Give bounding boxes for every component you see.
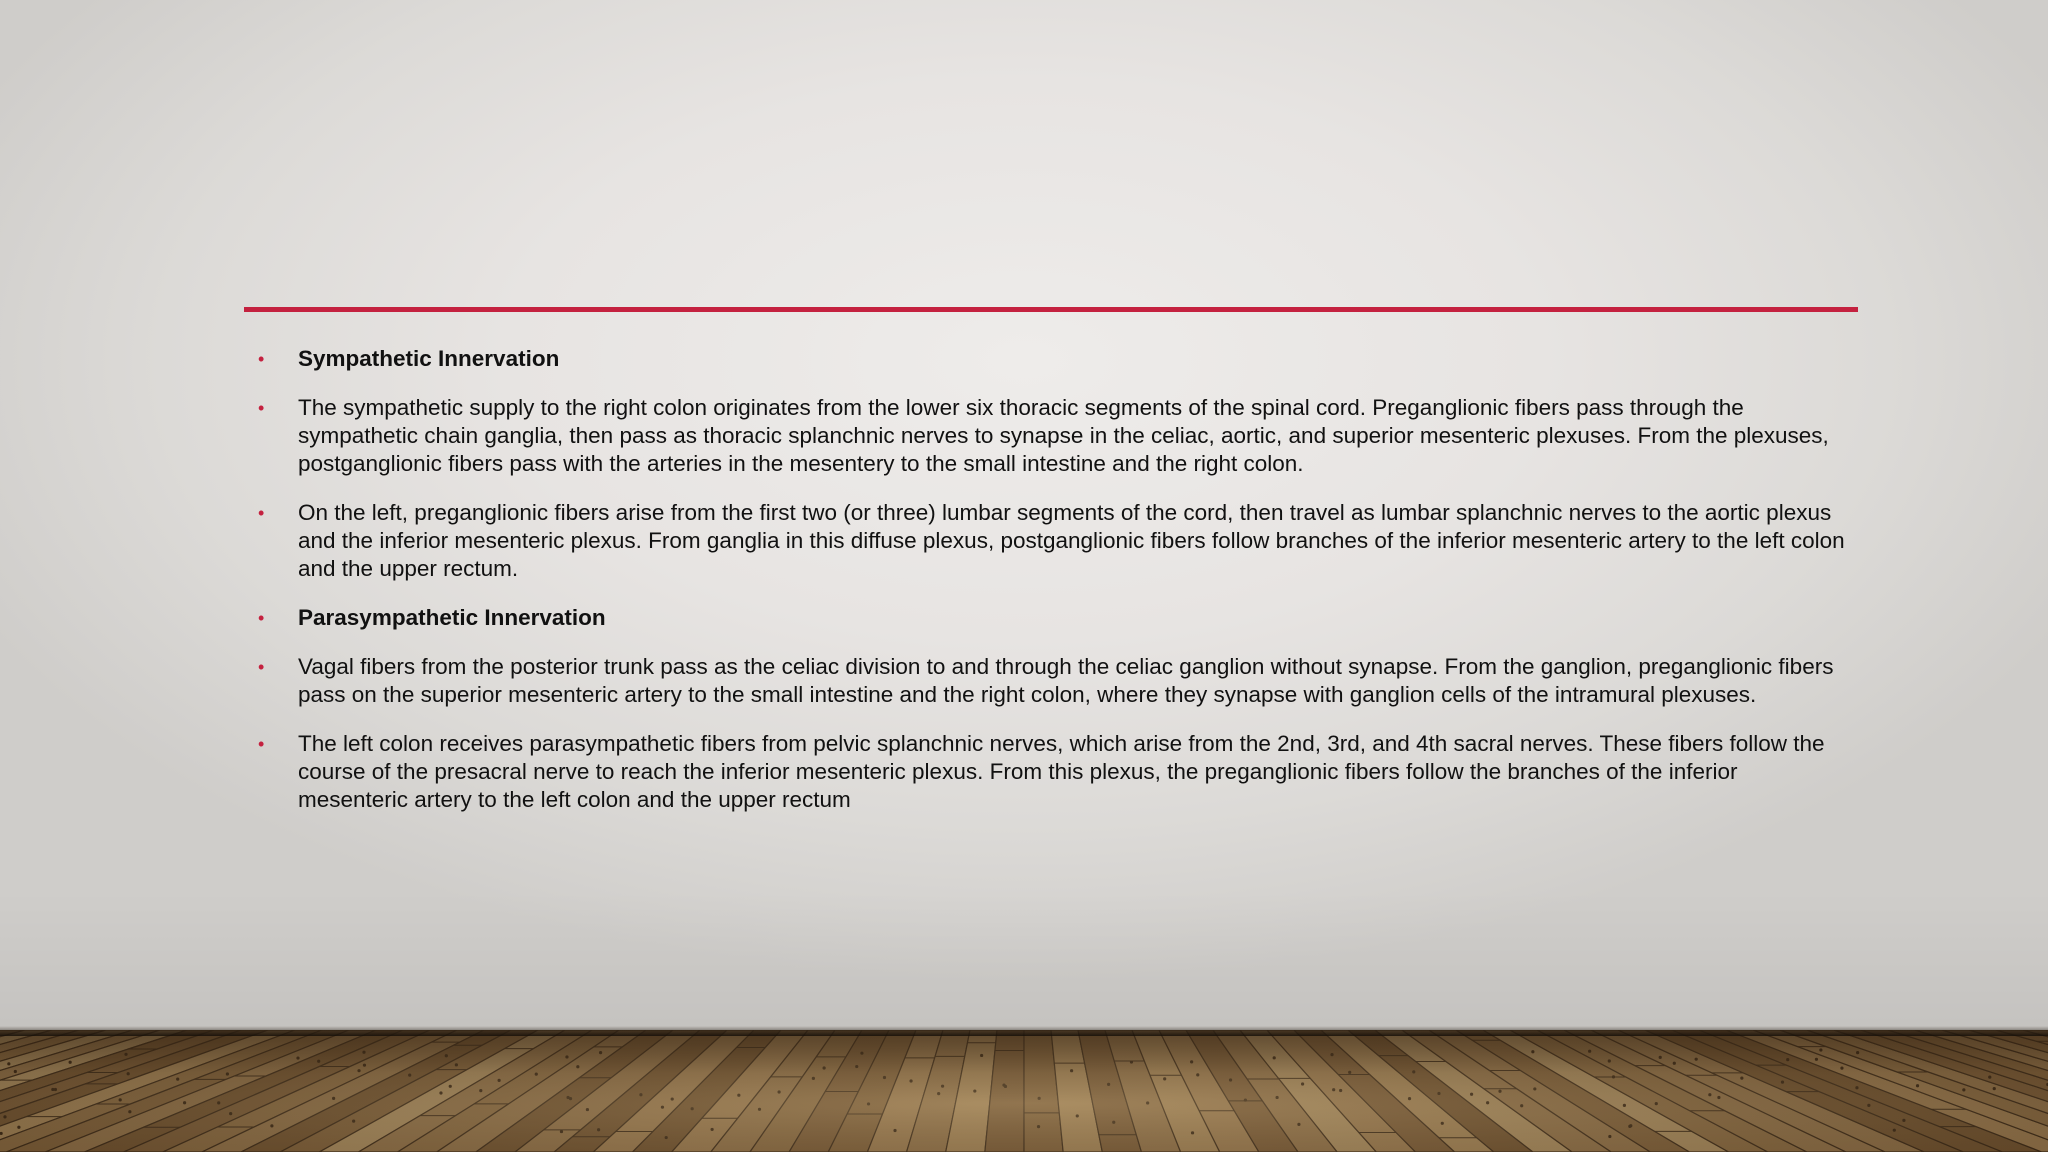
- bullet-text: On the left, preganglionic fibers arise from the first two (or three) lumbar segments of the cord, then travel as lumbar splanchnic nerves to the aortic plexus and the inferior mesenteric plexus. From ganglia in this diffuse plexus, postganglionic fibers follow branches of the inferior mesenteric artery to the left colon and the upper rectum.: [298, 500, 1845, 581]
- bullet-item: [258, 604, 1848, 632]
- bullet-icon: •: [258, 608, 265, 628]
- floor-edge-shadow: [0, 1026, 2048, 1036]
- bullet-item: [258, 730, 1848, 814]
- bullet-text: The left colon receives parasympathetic fibers from pelvic splanchnic nerves, which arise from the 2nd, 3rd, and 4th sacral nerves. These fibers follow the course of the presacral nerve to reach the inferior mesenteric plexus. From this plexus, the preganglionic fibers follow the branches of the inferior mesenteric artery to the left colon and the upper rectum: [298, 731, 1825, 812]
- title-divider-line: [244, 307, 1858, 312]
- bullet-icon: •: [258, 657, 265, 677]
- bullet-text: Parasympathetic Innervation: [298, 605, 606, 630]
- bullet-icon: •: [258, 503, 265, 523]
- bullet-text: The sympathetic supply to the right colon originates from the lower six thoracic segments of the spinal cord. Preganglionic fibers pass through the sympathetic chain ganglia, then pass as thoracic splanchnic nerves to synapse in the celiac, aortic, and superior mesenteric plexuses. From the plexuses, postganglionic fibers pass with the arteries in the mesentery to the small intestine and the right colon.: [298, 395, 1829, 476]
- bullet-text: Vagal fibers from the posterior trunk pass as the celiac division to and through the celiac ganglion without synapse. From the ganglion, preganglionic fibers pass on the superior mesenteric artery to the small intestine and the right colon, where they synapse with ganglion cells of the intramural plexuses.: [298, 654, 1834, 707]
- bullet-item: [258, 394, 1848, 478]
- bullet-item: [258, 345, 1848, 373]
- bullet-item: [258, 653, 1848, 709]
- bullet-list: [258, 345, 1848, 835]
- bullet-item: [258, 499, 1848, 583]
- bullet-icon: •: [258, 734, 265, 754]
- bullet-icon: •: [258, 398, 265, 418]
- wooden-floor-image: [0, 1030, 2048, 1152]
- bullet-text: Sympathetic Innervation: [298, 346, 560, 371]
- bullet-icon: •: [258, 349, 265, 369]
